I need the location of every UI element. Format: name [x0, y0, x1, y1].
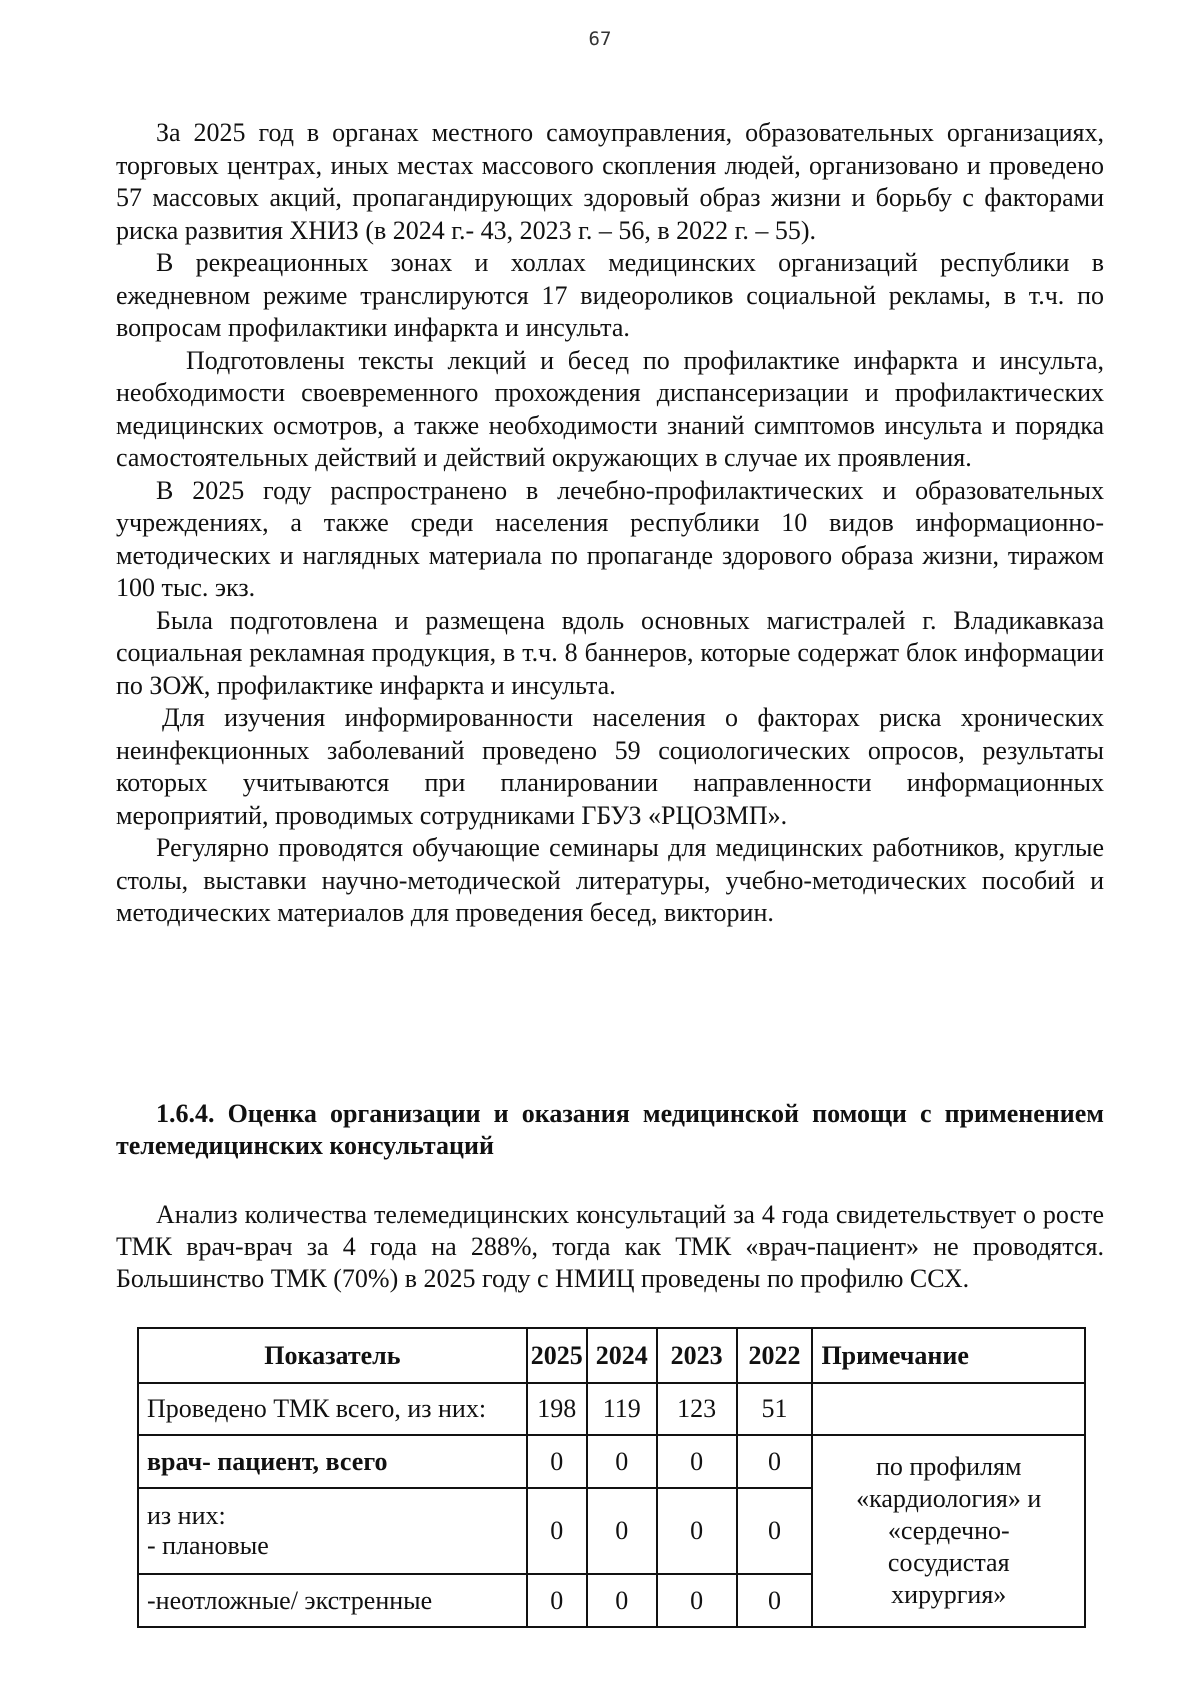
body-text — [116, 117, 1104, 930]
paragraph-banners: Была подготовлена и размещена вдоль основных магистралей г. Владикавказа социальная рекламная продукция, в т.ч. 8 баннеров, которые содержат блок информации по ЗОЖ, профилактике инфаркта и инсульта. — [116, 605, 1104, 700]
header-year-2023: 2023 — [657, 1328, 737, 1383]
cell-value: 0 — [657, 1488, 737, 1574]
cell-value: 119 — [587, 1383, 657, 1435]
paragraph-lectures: Подготовлены тексты лекций и бесед по профилактике инфаркта и инсульта, необходимости своевременного прохождения диспансеризации и профилактических медицинских осмотров, а также необходимости знаний симптомов инсульта и порядка самостоятельных действий и действий окружающих в случае их проявления. — [116, 345, 1104, 472]
row-label: -неотложные/ экстренные — [138, 1574, 527, 1627]
header-year-2022: 2022 — [737, 1328, 813, 1383]
section-heading: 1.6.4. Оценка организации и оказания медицинской помощи с применением телемедицинских консультаций — [116, 1099, 1104, 1160]
cell-value: 0 — [527, 1488, 587, 1574]
page-number: 67 — [588, 28, 612, 50]
header-note: Примечание — [812, 1328, 1085, 1383]
cell-value: 0 — [587, 1435, 657, 1488]
paragraph-mass-events: За 2025 год в органах местного самоуправления, образовательных организациях, торговых центрах, иных местах массового скопления людей, организовано и проведено 57 массовых акций, пропагандирующих здоровый образ жизни и борьбу с факторами риска развития ХНИЗ (в 2024 г.- 43, 2023 г. – 56, в 2022 г. – 55). — [116, 118, 1104, 245]
table-row — [138, 1383, 1085, 1435]
cell-value: 0 — [527, 1574, 587, 1627]
cell-value: 0 — [737, 1488, 813, 1574]
paragraph-materials: В 2025 году распространено в лечебно-профилактических и образовательных учреждениях, а также среди населения республики 10 видов информационно-методических и наглядных материала по пропаганде здорового образа жизни, тиражом 100 тыс. экз. — [116, 475, 1104, 602]
cell-note-empty — [812, 1383, 1085, 1435]
cell-value: 51 — [737, 1383, 813, 1435]
cell-value: 0 — [587, 1488, 657, 1574]
cell-value: 0 — [737, 1574, 813, 1627]
tmk-table — [137, 1327, 1086, 1628]
paragraph-video-ads: В рекреационных зонах и холлах медицинских организаций республики в ежедневном режиме транслируются 17 видеороликов социальной рекламы, в т.ч. по вопросам профилактики инфаркта и инсульта. — [116, 248, 1104, 342]
header-year-2025: 2025 — [527, 1328, 587, 1383]
cell-value: 0 — [587, 1574, 657, 1627]
row-label: Проведено ТМК всего, из них: — [138, 1383, 527, 1435]
cell-value: 0 — [737, 1435, 813, 1488]
paragraph-seminars: Регулярно проводятся обучающие семинары для медицинских работников, круглые столы, выставки научно-методической литературы, учебно-методических пособий и методических материалов для проведения бесед, викторин. — [116, 833, 1104, 927]
header-indicator: Показатель — [138, 1328, 527, 1383]
row-label: из них: - плановые — [138, 1488, 527, 1574]
paragraph-surveys: Для изучения информированности населения о факторах риска хронических неинфекционных заболеваний проведено 59 социологических опросов, результаты которых учитываются при планировании направленности информационных мероприятий, проводимых сотрудниками ГБУЗ «РЦОЗМП». — [116, 703, 1104, 830]
table-header-row — [138, 1328, 1085, 1383]
cell-value: 123 — [657, 1383, 737, 1435]
cell-value: 198 — [527, 1383, 587, 1435]
table-row — [138, 1435, 1085, 1488]
analysis-paragraph: Анализ количества телемедицинских консультаций за 4 года свидетельствует о росте ТМК врач-врач за 4 года на 288%, тогда как ТМК «врач-пациент» не проводятся. Большинство ТМК (70%) в 2025 году с НМИЦ проведены по профилю ССХ. — [116, 1200, 1104, 1293]
cell-value: 0 — [657, 1574, 737, 1627]
header-year-2024: 2024 — [587, 1328, 657, 1383]
cell-value: 0 — [657, 1435, 737, 1488]
cell-note: по профилям «кардиология» и «сердечно- сосудистая хирургия» — [812, 1435, 1085, 1627]
row-label: врач- пациент, всего — [138, 1435, 527, 1488]
cell-value: 0 — [527, 1435, 587, 1488]
